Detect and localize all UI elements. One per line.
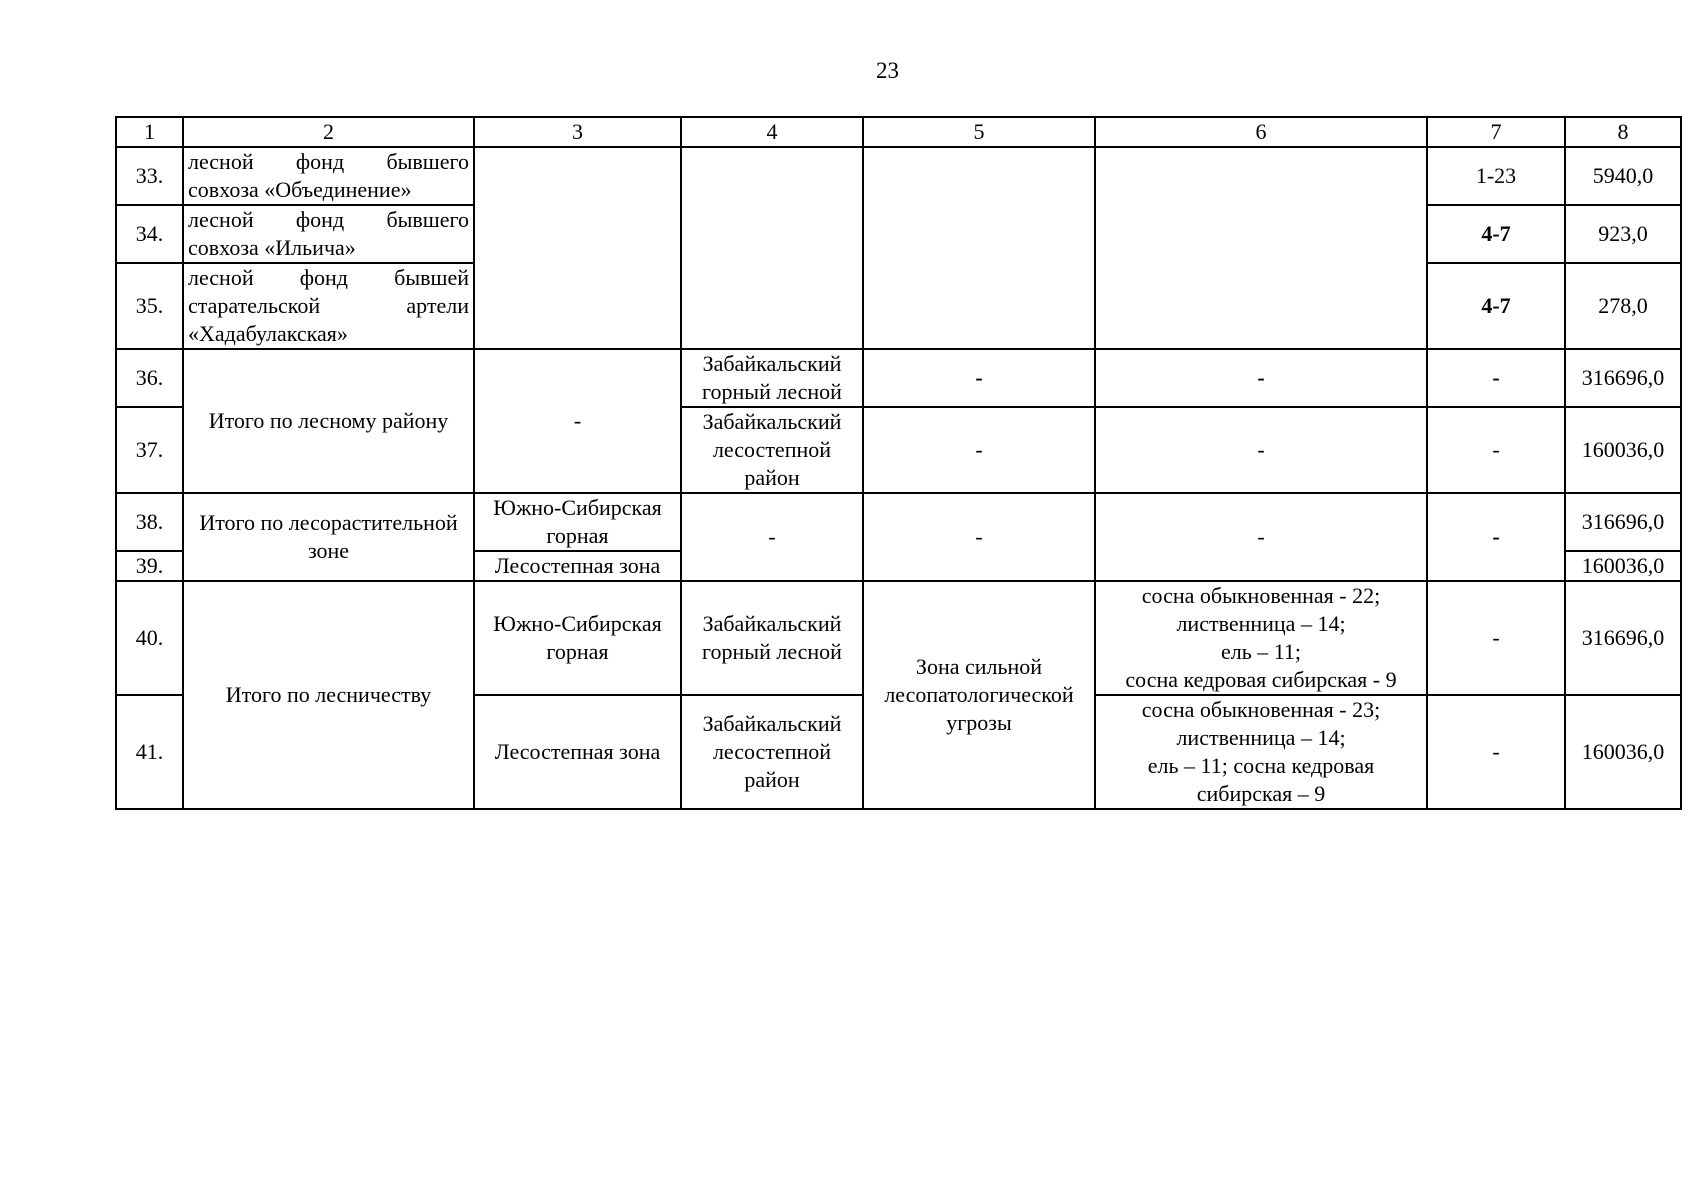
area-value: 160036,0	[1565, 695, 1681, 809]
header-cell: 6	[1095, 117, 1427, 147]
forest-fund-name: лесной фонд бывшей старательской артели «Хадабулакская»	[183, 263, 474, 349]
quarter-numbers: 1-23	[1427, 147, 1565, 205]
header-cell: 2	[183, 117, 474, 147]
col7-cell: -	[1427, 695, 1565, 809]
col6-cell: -	[1095, 349, 1427, 407]
species-cell: сосна обыкновенная - 23; лиственница – 14; ель – 11; сосна кедровая сибирская – 9	[1095, 695, 1427, 809]
quarter-numbers: 4-7	[1427, 205, 1565, 263]
header-cell: 3	[474, 117, 681, 147]
header-cell: 4	[681, 117, 863, 147]
forest-fund-name: лесной фонд бывшего совхоза «Объединение»	[183, 147, 474, 205]
forest-zone-cell: Южно-Сибирская горная	[474, 493, 681, 551]
total-forest-district-label: Итого по лесному району	[183, 349, 474, 493]
forest-district-cell: Забайкальский лесостепной район	[681, 407, 863, 493]
area-value: 923,0	[1565, 205, 1681, 263]
table-row	[116, 493, 1681, 551]
forest-zone-cell: Лесостепная зона	[474, 695, 681, 809]
total-forestry-label: Итого по лесничеству	[183, 581, 474, 809]
col7-cell: -	[1427, 581, 1565, 695]
row-number: 38.	[116, 493, 183, 551]
forest-fund-name: лесной фонд бывшего совхоза «Ильича»	[183, 205, 474, 263]
col5-cell: -	[863, 407, 1095, 493]
row-number: 40.	[116, 581, 183, 695]
page-number: 23	[876, 58, 899, 83]
table-row	[116, 581, 1681, 695]
header-cell: 5	[863, 117, 1095, 147]
col5-cell: -	[863, 349, 1095, 407]
table-row	[116, 349, 1681, 407]
area-value: 160036,0	[1565, 407, 1681, 493]
empty-cell	[681, 147, 863, 349]
area-value: 278,0	[1565, 263, 1681, 349]
header-cell: 1	[116, 117, 183, 147]
forestry-table	[115, 116, 1682, 810]
col7-cell: -	[1427, 407, 1565, 493]
area-value: 316696,0	[1565, 349, 1681, 407]
col6-cell: -	[1095, 407, 1427, 493]
row-number: 34.	[116, 205, 183, 263]
area-value: 316696,0	[1565, 493, 1681, 551]
area-value: 160036,0	[1565, 551, 1681, 581]
total-vegetation-zone-label: Итого по лесорастительной зоне	[183, 493, 474, 581]
header-cell: 7	[1427, 117, 1565, 147]
row-number: 35.	[116, 263, 183, 349]
empty-cell	[863, 147, 1095, 349]
row-number: 36.	[116, 349, 183, 407]
row-number: 33.	[116, 147, 183, 205]
forest-district-cell: Забайкальский горный лесной	[681, 349, 863, 407]
forest-district-cell: -	[681, 493, 863, 581]
row-number: 37.	[116, 407, 183, 493]
col6-cell: -	[1095, 493, 1427, 581]
species-cell: сосна обыкновенная - 22; лиственница – 14; ель – 11; сосна кедровая сибирская - 9	[1095, 581, 1427, 695]
pathology-zone-cell: Зона сильной лесопатологической угрозы	[863, 581, 1095, 809]
empty-cell	[474, 147, 681, 349]
area-value: 316696,0	[1565, 581, 1681, 695]
row-number: 39.	[116, 551, 183, 581]
col7-cell: -	[1427, 493, 1565, 581]
col5-cell: -	[863, 493, 1095, 581]
empty-cell	[1095, 147, 1427, 349]
quarter-numbers: 4-7	[1427, 263, 1565, 349]
forest-district-cell: Забайкальский горный лесной	[681, 581, 863, 695]
row-number: 41.	[116, 695, 183, 809]
area-value: 5940,0	[1565, 147, 1681, 205]
forest-zone-cell: Лесостепная зона	[474, 551, 681, 581]
header-row	[116, 117, 1681, 147]
forest-zone-cell: Южно-Сибирская горная	[474, 581, 681, 695]
col7-cell: -	[1427, 349, 1565, 407]
table-row	[116, 147, 1681, 205]
forest-zone-cell: -	[474, 349, 681, 493]
forest-district-cell: Забайкальский лесостепной район	[681, 695, 863, 809]
header-cell: 8	[1565, 117, 1681, 147]
